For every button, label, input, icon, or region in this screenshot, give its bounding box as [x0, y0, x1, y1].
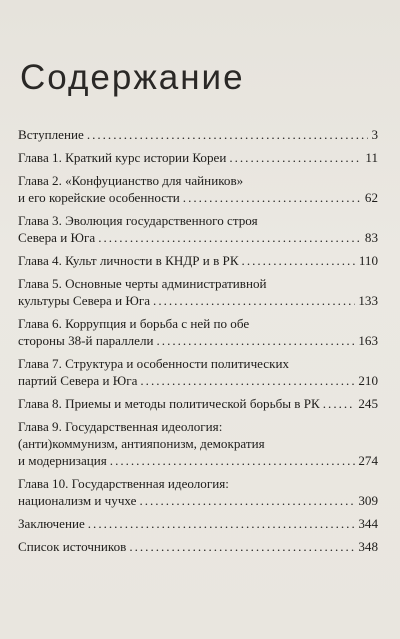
toc-entry [18, 252, 378, 269]
table-of-contents [18, 126, 378, 561]
toc-entry [18, 172, 378, 206]
toc-entry-title-cont: стороны 38-й параллели [18, 333, 154, 348]
toc-page-number: 163 [358, 333, 378, 348]
toc-entry [18, 315, 378, 349]
toc-entry-title: Глава 10. Государственная идеология: [18, 476, 229, 491]
toc-entry-title: Вступление [18, 127, 84, 142]
toc-entry [18, 126, 378, 143]
toc-entry-title-cont: Севера и Юга [18, 230, 96, 245]
toc-page-number: 210 [358, 373, 378, 388]
toc-page-number: 348 [358, 539, 378, 554]
page-title: Содержание [20, 58, 245, 97]
dot-leader [139, 492, 355, 509]
toc-entry-title: Список источников [18, 539, 127, 554]
toc-entry-title: Глава 9. Государственная идеология: [18, 419, 223, 434]
toc-entry-title-cont: и его корейские особенности [18, 190, 180, 205]
toc-entry [18, 475, 378, 509]
toc-page-number: 309 [358, 493, 378, 508]
dot-leader [140, 372, 355, 389]
toc-entry-title: Глава 5. Основные черты административной [18, 276, 267, 291]
dot-leader [87, 126, 369, 143]
dot-leader [242, 252, 356, 269]
toc-page-number: 3 [371, 127, 378, 142]
toc-entry-title-cont: (анти)коммунизм, антияпонизм, демократия [18, 436, 265, 451]
toc-entry-title-cont: и модернизация [18, 453, 107, 468]
toc-entry-title-cont: национализм и чучхе [18, 493, 137, 508]
dot-leader [88, 515, 356, 532]
toc-entry-title-cont: культуры Севера и Юга [18, 293, 151, 308]
toc-entry [18, 212, 378, 246]
toc-page-number: 83 [364, 230, 378, 245]
dot-leader [157, 332, 356, 349]
toc-entry-title: Глава 3. Эволюция государственного строя [18, 213, 258, 228]
dot-leader [323, 395, 356, 412]
toc-entry [18, 149, 378, 166]
toc-entry [18, 355, 378, 389]
toc-page-number: 11 [365, 150, 378, 165]
dot-leader [183, 189, 362, 206]
toc-entry-title: Глава 1. Краткий курс истории Кореи [18, 150, 227, 165]
toc-entry-title: Глава 8. Приемы и методы политической борьбы в РК [18, 396, 320, 411]
toc-entry [18, 275, 378, 309]
toc-page-number: 62 [364, 190, 378, 205]
dot-leader [229, 149, 362, 166]
toc-entry [18, 515, 378, 532]
toc-entry-title-cont: партий Севера и Юга [18, 373, 138, 388]
toc-page-number: 110 [358, 253, 378, 268]
toc-entry-title: Глава 6. Коррупция и борьба с ней по обе [18, 316, 250, 331]
toc-entry-title: Заключение [18, 516, 85, 531]
dot-leader [153, 292, 355, 309]
toc-entry [18, 418, 378, 469]
dot-leader [98, 229, 362, 246]
toc-page-number: 344 [358, 516, 378, 531]
dot-leader [129, 538, 355, 555]
toc-entry-title: Глава 7. Структура и особенности политических [18, 356, 290, 371]
toc-entry [18, 395, 378, 412]
toc-entry-title: Глава 2. «Конфуцианство для чайников» [18, 173, 244, 188]
toc-page-number: 133 [358, 293, 378, 308]
toc-entry [18, 538, 378, 555]
toc-page-number: 245 [358, 396, 378, 411]
toc-entry-title: Глава 4. Культ личности в КНДР и в РК [18, 253, 239, 268]
toc-page-number: 274 [358, 453, 378, 468]
dot-leader [110, 452, 356, 469]
